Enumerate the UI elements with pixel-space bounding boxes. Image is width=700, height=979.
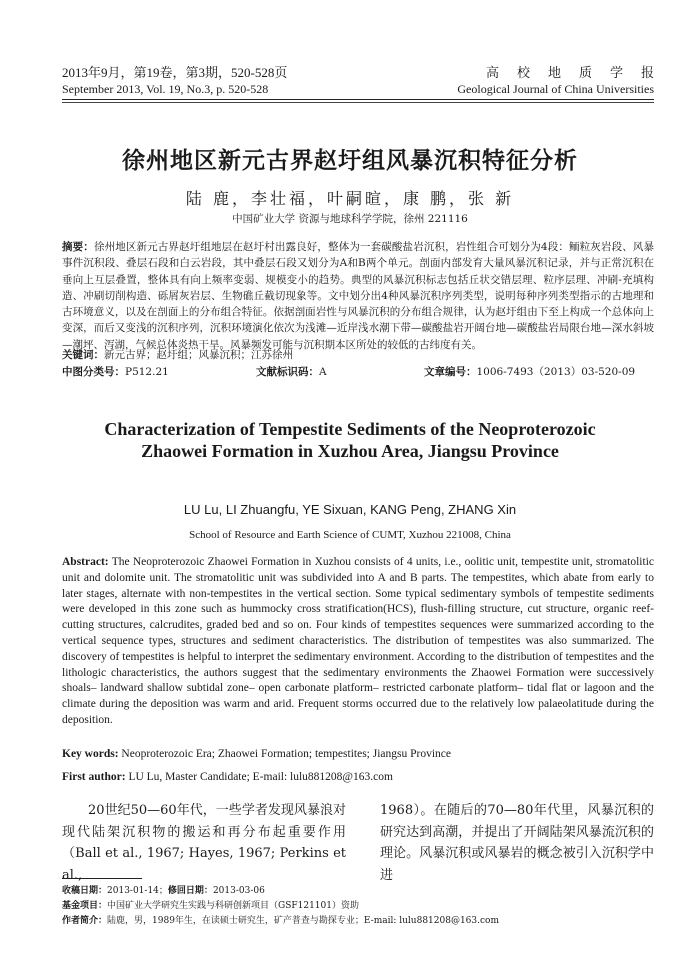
title-en-line1: Characterization of Tempestite Sediments of the Neoproterozoic (104, 419, 596, 439)
first-author-en (62, 770, 393, 785)
clc-label: 中图分类号： (62, 366, 125, 378)
fund-text: 中国矿业大学研究生实践与科研创新项目（GSF121101）资助 (107, 901, 359, 911)
authors-cn: 陆 鹿，李壮福，叶嗣暄，康 鹏，张 新 (185, 189, 515, 208)
revised-label: 修回日期： (167, 886, 213, 896)
body-column-right: 1968）。在随后的70—80年代里，风暴沉积的研究达到高潮，并提出了开阔陆架风暴流沉积的理论。风暴沉积或风暴岩的概念被引入沉积学中进 (380, 803, 654, 883)
received-label: 收稿日期： (62, 886, 108, 896)
header-rule (62, 99, 654, 100)
title-en (0, 418, 700, 462)
first-author-label: First author: (62, 771, 126, 783)
affiliation-cn: 中国矿业大学 资源与地球科学学院，徐州 221116 (232, 213, 468, 225)
footnote-rule (62, 878, 142, 879)
document-code (256, 364, 327, 380)
doc-value: A (319, 366, 327, 378)
article-number (424, 364, 635, 380)
abstract-cn (62, 239, 654, 353)
issue-info-cn: 2013年9月，第19卷，第3期，520-528页 (62, 65, 288, 80)
journal-name-cn: 高校地质学报 (485, 65, 672, 80)
article-value: 1006-7493（2013）03-520-09 (476, 366, 636, 378)
journal-name-en: Geological Journal of China Universities (457, 82, 654, 96)
revised-date: 2013-03-06 (212, 886, 265, 896)
body-text-left: 20世纪50—60年代，一些学者发现风暴浪对现代陆架沉积物的搬运和再分布起重要作用（Ball et al., 1967; Hayes, 1967; Perkins et al., (62, 803, 346, 883)
abstract-cn-label: 摘要： (62, 241, 94, 253)
footnote-author (62, 915, 499, 927)
first-author-text: LU Lu, Master Candidate; E-mail: lulu881208@163.com (125, 771, 393, 783)
journal-header (62, 64, 672, 97)
doc-label: 文献标识码： (256, 366, 319, 378)
abstract-en-text: The Neoproterozoic Zhaowei Formation in Xuzhou consists of 4 units, i.e., oolitic unit, tempestite unit, stromatolitic unit and dolomite unit. The stromatolitic unit was subdivided into A and B parts. The tempestites, which abate from early to later stages, alternate with non-tempestites in the vertical section. Some typical sedimentary symbols of tempestite sediments were developed in this zone such as hummocky cross stratification(HCS), flush-filling structure, cut structure, organic reef-cutting structures, calcrudites, graded bed and so on. Four kinds of tempestites sequences were summarized according to the vertical sequence types, structures and sediment characteristics. The distribution of tempestites was also summarized. The discovery of tempestites is helpful to interpret the sedimentary environment. According to the distribution of tempestites and the lithologic characteristics, the authors suggest that the sedimentary environments the Zhaowei Formation were successively shoals– landward shallow subtidal zone– open carbonate platform– restricted carbonate platform– tidal flat or lagoon and the climate during the deposition was warm and arid. Frequent storms occurred due to the relatively low palaeolatitude during the deposition. (62, 556, 654, 726)
header-rule-thin (62, 102, 654, 103)
keywords-en (62, 747, 451, 762)
keywords-cn-text: 新元古界；赵圩组；风暴沉积；江苏徐州 (104, 349, 293, 361)
affiliation-en: School of Resource and Earth Science of CUMT, Xuzhou 221008, China (189, 529, 511, 541)
clc-value: P512.21 (125, 366, 169, 378)
author-bio-label: 作者简介： (62, 916, 108, 926)
authors-en: LU Lu, LI Zhuangfu, YE Sixuan, KANG Peng, ZHANG Xin (183, 502, 517, 517)
body-column-left (62, 800, 346, 886)
issue-info-en: September 2013, Vol. 19, No.3, p. 520-528 (62, 82, 269, 96)
footnote-fund (62, 900, 359, 912)
keywords-en-text: Neoproterozoic Era; Zhaowei Formation; tempestites; Jiangsu Province (118, 748, 452, 760)
footnote-dates (62, 885, 265, 897)
clc-number (62, 364, 169, 380)
abstract-cn-text: 徐州地区新元古界赵圩组地层在赵圩村出露良好，整体为一套碳酸盐岩沉积，岩性组合可划分为4段：鲕粒灰岩段、风暴事件沉积段、叠层石段和白云岩段，其中叠层石段又划分为A和B两个单元。剖面内部发育大量风暴沉积记录，并与正常沉积在垂向上互层叠置，整体具有向上频率变弱、规模变小的趋势。典型的风暴沉积标志包括丘状交错层理、粒序层理、冲刷-充填构造、冲刷切削构造、砾屑灰岩层、生物礁丘截切现象等。文中划分出4种风暴沉积序列类型，说明每种序列类型指示的古地理和古环境意义，以及在剖面上的分布组合特征。依据剖面岩性与风暴沉积的分布组合规律，认为赵圩组由下至上构成一个总体向上变深，而后又变浅的沉积序列，沉积环境演化依次为浅滩—近岸浅水潮下带—碳酸盐岩开阔台地—碳酸盐岩局限台地—深水斜坡—潮坪、泻湖，气候总体炎热干旱。风暴频发可能与沉积期本区所处的较低的古纬度有关。 (62, 241, 655, 351)
abstract-en-label: Abstract: (62, 556, 109, 568)
title-en-line2: Zhaowei Formation in Xuzhou Area, Jiangsu Province (141, 441, 559, 461)
title-cn: 徐州地区新元古界赵圩组风暴沉积特征分析 (122, 148, 578, 174)
abstract-en (62, 555, 654, 729)
keywords-en-label: Key words: (62, 748, 119, 760)
keywords-cn (62, 347, 293, 363)
received-date: 2013-01-14； (107, 886, 168, 896)
article-label: 文章编号： (424, 366, 477, 378)
author-bio-text: 陆鹿，男，1989年生，在读硕士研究生，矿产普查与勘探专业；E-mail: lulu881208@163.com (107, 916, 499, 926)
keywords-cn-label: 关键词： (62, 349, 104, 361)
fund-label: 基金项目： (62, 901, 108, 911)
